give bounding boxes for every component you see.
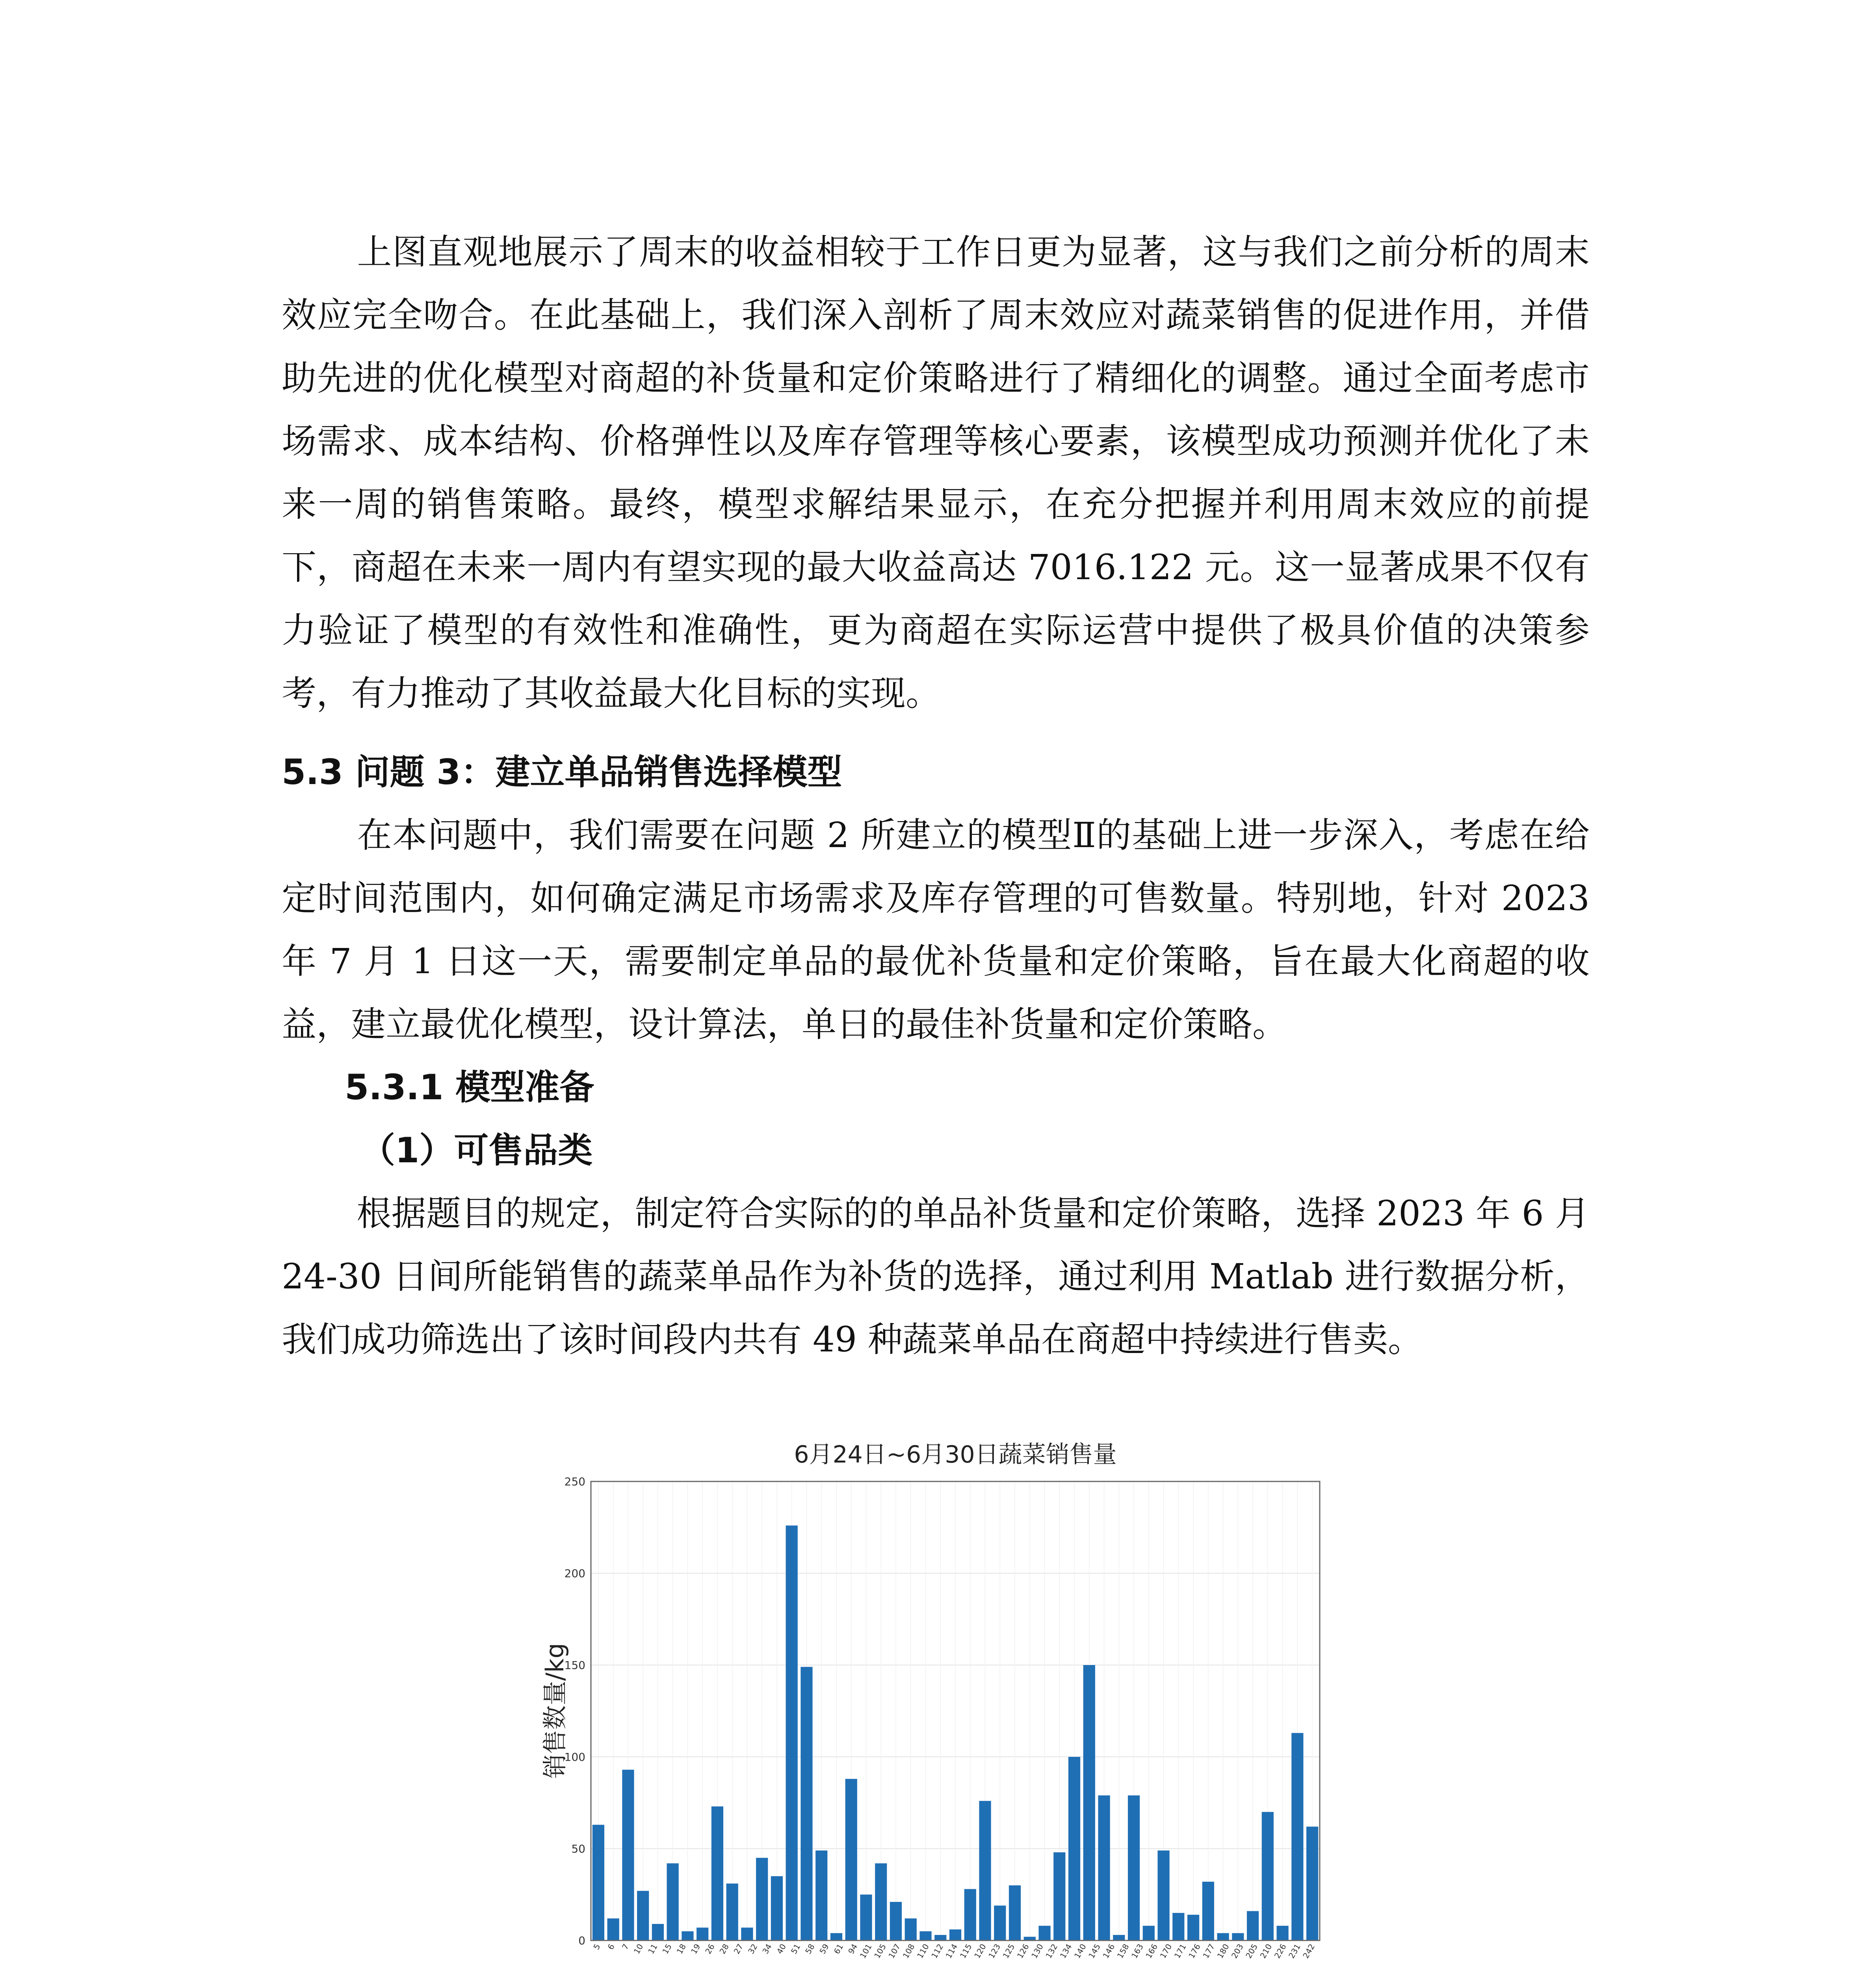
chart-grid — [591, 1481, 1320, 1940]
bar-146 — [1128, 1795, 1140, 1940]
x-tick-label: 125 — [1001, 1942, 1017, 1960]
x-axis-ticks — [591, 1942, 1317, 1960]
x-tick-label: 58 — [803, 1942, 817, 1956]
paragraph-problem-3: 在本问题中，我们需要在问题 2 所建立的模型Ⅱ的基础上进一步深入，考虑在给定时间范围内，如何确定满足市场需求及库存管理的可售数量。特别地，针对 2023 年 7 月 1 日这一天，需要制定单品的最优补货量和定价策略，旨在最大化商超的收益，建立最优化模型，设计算法，单日的最佳补货量和定价策略。 — [282, 815, 1590, 1044]
bar-11 — [652, 1924, 664, 1940]
x-tick-label: 108 — [901, 1942, 917, 1960]
bar-101 — [875, 1863, 887, 1940]
paragraph-sellable-categories: 根据题目的规定，制定符合实际的的单品补货量和定价策略，选择 2023 年 6 月 24-30 日间所能销售的蔬菜单品作为补货的选择，通过利用 Matlab 进行数据分析，我们成功筛选出了该时间段内共有 49 种蔬菜单品在商超中持续进行售卖。 — [282, 1193, 1590, 1360]
bar-18 — [682, 1931, 693, 1940]
bar-94 — [860, 1895, 872, 1941]
bar-58 — [815, 1851, 827, 1940]
x-tick-label: 34 — [760, 1942, 774, 1956]
y-tick-label: 0 — [578, 1934, 585, 1947]
bar-108 — [919, 1931, 931, 1940]
bar-107 — [905, 1918, 917, 1940]
x-tick-label: 59 — [817, 1942, 831, 1956]
y-tick-label: 50 — [571, 1842, 585, 1855]
x-tick-label: 166 — [1144, 1942, 1160, 1960]
x-tick-label: 132 — [1044, 1942, 1060, 1960]
bar-19 — [697, 1927, 708, 1940]
x-tick-label: 134 — [1058, 1942, 1074, 1960]
bar-158 — [1143, 1926, 1155, 1940]
bar-130 — [1053, 1852, 1065, 1940]
bar-145 — [1113, 1935, 1125, 1940]
x-tick-label: 176 — [1187, 1942, 1202, 1960]
bar-226 — [1306, 1827, 1318, 1940]
section-heading-5-3: 5.3 问题 3：建立单品销售选择模型 — [282, 752, 842, 792]
x-tick-label: 123 — [986, 1942, 1003, 1960]
x-tick-label: 18 — [674, 1942, 688, 1956]
bar-170 — [1187, 1915, 1199, 1940]
x-tick-label: 130 — [1029, 1942, 1045, 1960]
x-tick-label: 180 — [1215, 1942, 1231, 1960]
x-tick-label: 163 — [1129, 1942, 1145, 1960]
bar-51 — [801, 1667, 812, 1940]
x-tick-label: 40 — [775, 1942, 788, 1956]
x-tick-label: 120 — [972, 1942, 988, 1960]
bar-105 — [890, 1902, 902, 1940]
x-tick-label: 177 — [1201, 1942, 1217, 1960]
x-tick-label: 6 — [606, 1942, 617, 1951]
bar-132 — [1068, 1757, 1080, 1940]
bar-7 — [622, 1770, 634, 1940]
bar-10 — [637, 1891, 649, 1940]
bar-163 — [1157, 1851, 1169, 1940]
bar-134 — [1083, 1665, 1095, 1940]
x-tick-label: 126 — [1015, 1942, 1031, 1960]
bar-112 — [949, 1929, 961, 1940]
x-tick-label: 19 — [689, 1942, 702, 1956]
bar-166 — [1172, 1913, 1184, 1940]
bar-27 — [741, 1927, 753, 1940]
bar-26 — [711, 1806, 723, 1940]
x-tick-label: 15 — [660, 1942, 674, 1956]
x-tick-label: 115 — [958, 1942, 974, 1960]
x-tick-label: 51 — [789, 1942, 802, 1956]
x-tick-label: 158 — [1115, 1942, 1131, 1960]
x-tick-label: 32 — [746, 1942, 760, 1956]
x-tick-label: 146 — [1101, 1942, 1117, 1960]
x-tick-label: 94 — [846, 1942, 860, 1956]
bar-205 — [1277, 1926, 1289, 1940]
bar-126 — [1038, 1926, 1050, 1940]
x-tick-label: 140 — [1072, 1942, 1088, 1960]
bar-210 — [1291, 1733, 1303, 1940]
bar-123 — [1009, 1885, 1021, 1940]
chart-title: 6月24日~6月30日蔬菜销售量 — [794, 1441, 1117, 1468]
x-tick-label: 110 — [915, 1942, 931, 1960]
x-tick-label: 5 — [591, 1942, 602, 1951]
bar-177 — [1232, 1933, 1244, 1940]
y-axis-label: 销售数量/kg — [541, 1643, 569, 1779]
bar-15 — [667, 1863, 679, 1940]
bar-6 — [607, 1918, 619, 1940]
bar-114 — [964, 1889, 976, 1940]
x-tick-label: 242 — [1301, 1942, 1317, 1960]
x-tick-label: 107 — [886, 1942, 903, 1960]
x-tick-label: 203 — [1229, 1942, 1245, 1960]
bar-chart — [536, 1438, 1324, 1970]
bar-180 — [1247, 1911, 1259, 1940]
x-tick-label: 101 — [858, 1942, 874, 1960]
x-tick-label: 105 — [872, 1942, 888, 1960]
x-tick-label: 28 — [717, 1942, 731, 1956]
x-tick-label: 7 — [620, 1942, 631, 1951]
bar-110 — [934, 1935, 946, 1940]
x-tick-label: 61 — [832, 1942, 845, 1956]
x-tick-label: 226 — [1272, 1942, 1288, 1960]
bar-59 — [830, 1933, 842, 1940]
bar-115 — [979, 1801, 991, 1940]
y-tick-label: 200 — [564, 1567, 585, 1580]
subsection-heading-5-3-1: 5.3.1 模型准备 — [345, 1067, 594, 1108]
bar-171 — [1202, 1882, 1214, 1940]
y-tick-label: 100 — [564, 1751, 585, 1764]
bar-203 — [1262, 1812, 1274, 1940]
x-tick-label: 231 — [1287, 1942, 1302, 1960]
x-tick-label: 10 — [632, 1942, 645, 1956]
item-heading-sellable-categories: （1）可售品类 — [360, 1130, 593, 1171]
x-tick-label: 210 — [1258, 1942, 1274, 1960]
x-tick-label: 11 — [646, 1942, 659, 1956]
x-tick-label: 27 — [732, 1942, 745, 1956]
x-tick-label: 171 — [1172, 1942, 1188, 1960]
bar-5 — [593, 1825, 604, 1940]
bar-120 — [994, 1905, 1006, 1940]
x-tick-label: 170 — [1158, 1942, 1174, 1960]
x-tick-label: 114 — [944, 1942, 960, 1960]
y-tick-label: 250 — [564, 1475, 585, 1488]
paragraph-weekend-effect: 上图直观地展示了周末的收益相较于工作日更为显著，这与我们之前分析的周末效应完全吻合。在此基础上，我们深入剖析了周末效应对蔬菜销售的促进作用，并借助先进的优化模型对商超的补货量和定价策略进行了精细化的调整。通过全面考虑市场需求、成本结构、价格弹性以及库存管理等核心要素，该模型成功预测并优化了未来一周的销售策略。最终，模型求解结果显示，在充分把握并利用周末效应的前提下，商超在未来一周内有望实现的最大收益高达 7016.122 元。这一显著成果不仅有力验证了模型的有效性和准确性，更为商超在实际运营中提供了极具价值的决策参考，有力推动了其收益最大化目标的实现。 — [282, 232, 1590, 714]
bar-140 — [1098, 1795, 1110, 1940]
bar-176 — [1217, 1933, 1229, 1940]
bar-40 — [786, 1526, 798, 1940]
bar-34 — [771, 1876, 783, 1940]
bar-28 — [726, 1884, 738, 1940]
x-tick-label: 26 — [703, 1942, 717, 1956]
y-tick-label: 150 — [564, 1659, 585, 1672]
x-tick-label: 145 — [1087, 1942, 1103, 1960]
bar-61 — [845, 1779, 857, 1940]
bar-32 — [756, 1858, 768, 1940]
x-tick-label: 112 — [929, 1942, 945, 1960]
x-tick-label: 205 — [1244, 1942, 1260, 1960]
